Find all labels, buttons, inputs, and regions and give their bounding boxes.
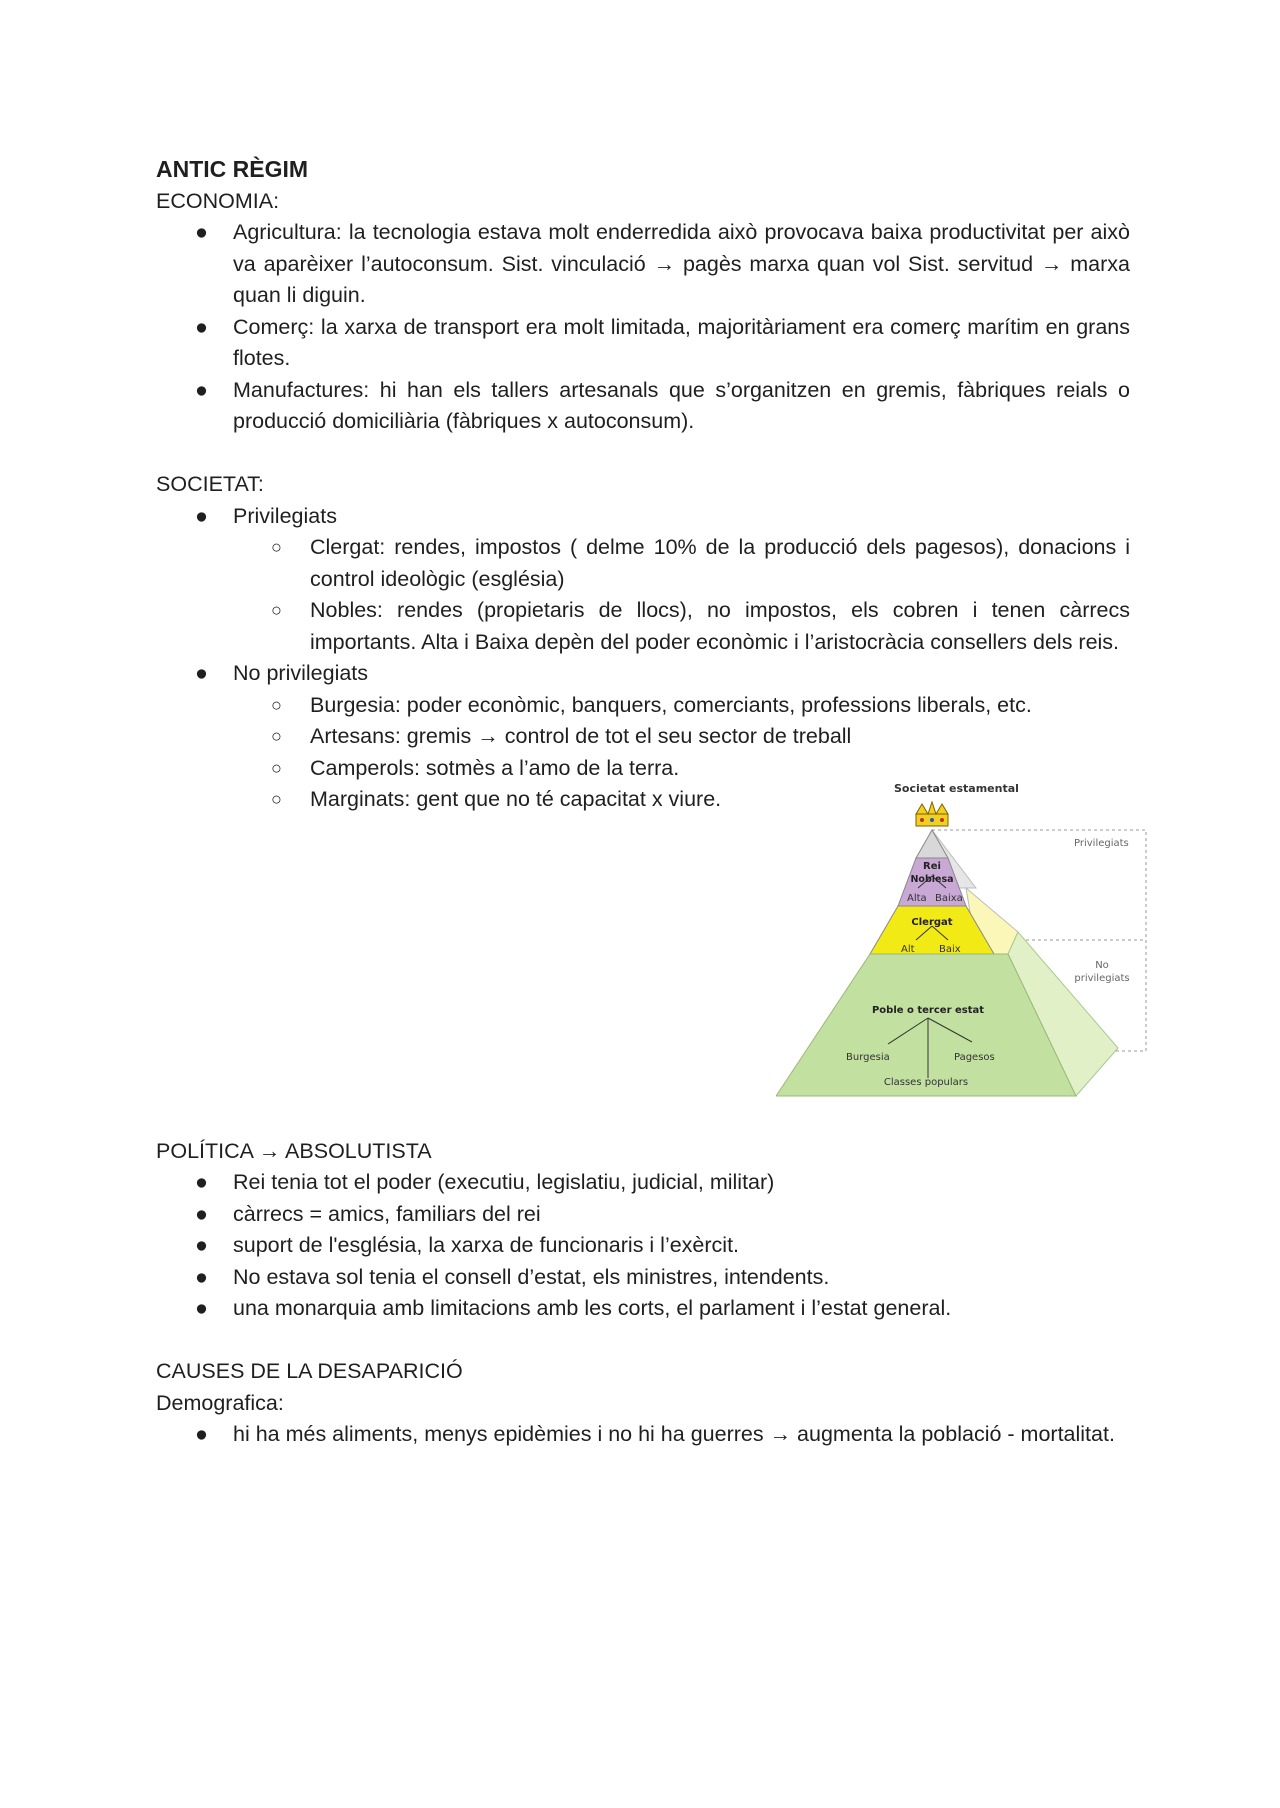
sublist-item: ○ Nobles: rendes (propietaris de llocs), no impostos, els cobren i tenen càrrecs importants. Alta i Baixa depèn del poder econòmic i l’aristocràcia consellers dels reis.	[156, 595, 1130, 658]
list-item: ● Privilegiats ○ Clergat: rendes, impostos ( delme 10% de la producció dels pagesos), donacions i control ideològic (església) ○ Nobles: rendes (propietaris de llocs), no impostos, els cobren i tenen càrrecs importants. Alta i Baixa depèn del poder econòmic i l’aristocràcia consellers dels reis.	[156, 501, 1130, 659]
page-title: ANTIC RÈGIM	[156, 156, 309, 182]
label-clergat-baix: Baix	[939, 944, 961, 955]
label-no: No	[1095, 960, 1109, 971]
list-item: ● Manufactures: hi han els tallers artesanals que s’organitzen en gremis, fàbriques reials o producció domiciliària (fàbriques x autoconsum).	[156, 375, 1130, 438]
societat-list	[156, 501, 1130, 816]
bullet-icon: ●	[195, 1296, 208, 1320]
diagram-title: Societat estamental	[894, 782, 1019, 795]
spacer	[156, 438, 1130, 470]
section-heading-politica: POLÍTICA → ABSOLUTISTA	[156, 1138, 432, 1163]
list-item: ● Comerç: la xarxa de transport era molt limitada, majoritàriament era comerç marítim en grans flotes.	[156, 312, 1130, 375]
list-item: ● No estava sol tenia el consell d’estat, els ministres, intendents.	[156, 1262, 1130, 1294]
bullet-icon: ●	[195, 1170, 208, 1194]
list-item: ● No privilegiats ○ Burgesia: poder econòmic, banquers, comerciants, professions liberals, etc. ○ Artesans: gremis → control de tot el seu sector de treball ○ Camperols: sotmès a l’amo de la terra. ○ Marginats: gent que no té capacitat x viure.	[156, 658, 1130, 816]
circle-bullet-icon: ○	[271, 789, 282, 809]
sublist-item: ○ Clergat: rendes, impostos ( delme 10% de la producció dels pagesos), donacions i control ideològic (església)	[156, 532, 1130, 595]
section-heading-societat: SOCIETAT:	[156, 472, 264, 496]
circle-bullet-icon: ○	[271, 726, 282, 746]
sublist-item: ○ Marginats: gent que no té capacitat x viure.	[156, 784, 1130, 816]
sublist-item: ○ Camperols: sotmès a l’amo de la terra.	[156, 753, 1130, 785]
bullet-icon: ●	[195, 1264, 208, 1289]
label-noblesa: Noblesa	[910, 874, 954, 885]
label-pagesos: Pagesos	[954, 1052, 995, 1063]
circle-bullet-icon: ○	[271, 757, 282, 778]
label-poble: Poble o tercer estat	[871, 1005, 985, 1016]
spacer	[156, 1325, 1130, 1357]
crown-icon	[916, 802, 948, 826]
label-no-privilegiats: privilegiats	[1074, 973, 1130, 984]
sublist-privilegiats	[156, 532, 1130, 658]
list-item: ● Rei tenia tot el poder (executiu, legislatiu, judicial, militar)	[156, 1167, 1130, 1199]
sublist-item: ○ Artesans: gremis → control de tot el seu sector de treball	[156, 721, 1130, 753]
section-heading-economia: ECONOMIA:	[156, 188, 280, 213]
bullet-icon: ●	[195, 661, 208, 685]
label-privilegiats: Privilegiats	[1074, 838, 1129, 849]
bullet-icon: ●	[195, 1422, 208, 1446]
label-noblesa-alta: Alta	[907, 893, 927, 904]
label-classes-populars: Classes populars	[883, 1077, 969, 1088]
bullet-icon: ●	[195, 377, 208, 402]
label-rei: Rei	[923, 861, 941, 872]
economia-list	[156, 217, 1130, 438]
list-item: ● una monarquia amb limitacions amb les corts, el parlament i l’estat general.	[156, 1293, 1130, 1325]
subheading-demografica: Demografica:	[156, 1390, 284, 1415]
label-clergat: Clergat	[911, 917, 953, 928]
pyramid-svg	[776, 778, 1150, 1126]
politica-list	[156, 1167, 1130, 1325]
circle-bullet-icon: ○	[271, 694, 282, 715]
bullet-icon: ●	[195, 314, 208, 339]
list-item: ● Agricultura: la tecnologia estava molt enderredida això provocava baixa productivitat per això va aparèixer l’autoconsum. Sist. vinculació → pagès marxa quan vol Sist. servitud → marxa quan li diguin.	[156, 217, 1130, 312]
list-item: ● càrrecs = amics, familiars del rei	[156, 1199, 1130, 1231]
label-noblesa-baixa: Baixa	[935, 893, 963, 904]
bullet-icon: ●	[195, 1201, 208, 1226]
list-item: ● suport de l'església, la xarxa de funcionaris i l’exèrcit.	[156, 1230, 1130, 1262]
bullet-icon: ●	[195, 503, 208, 528]
causes-list	[156, 1419, 1130, 1451]
sublist-item: ○ Burgesia: poder econòmic, banquers, comerciants, professions liberals, etc.	[156, 690, 1130, 722]
label-clergat-alt: Alt	[901, 944, 915, 955]
bullet-icon: ●	[195, 1233, 208, 1257]
societat-estamental-diagram	[776, 778, 1150, 1126]
list-item: ● hi ha més aliments, menys epidèmies i no hi ha guerres → augmenta la població - mortalitat.	[156, 1419, 1130, 1451]
bullet-icon: ●	[195, 220, 208, 244]
circle-bullet-icon: ○	[271, 600, 282, 620]
section-heading-causes: CAUSES DE LA DESAPARICIÓ	[156, 1359, 463, 1383]
circle-bullet-icon: ○	[271, 537, 282, 557]
label-burgesia: Burgesia	[846, 1052, 890, 1063]
